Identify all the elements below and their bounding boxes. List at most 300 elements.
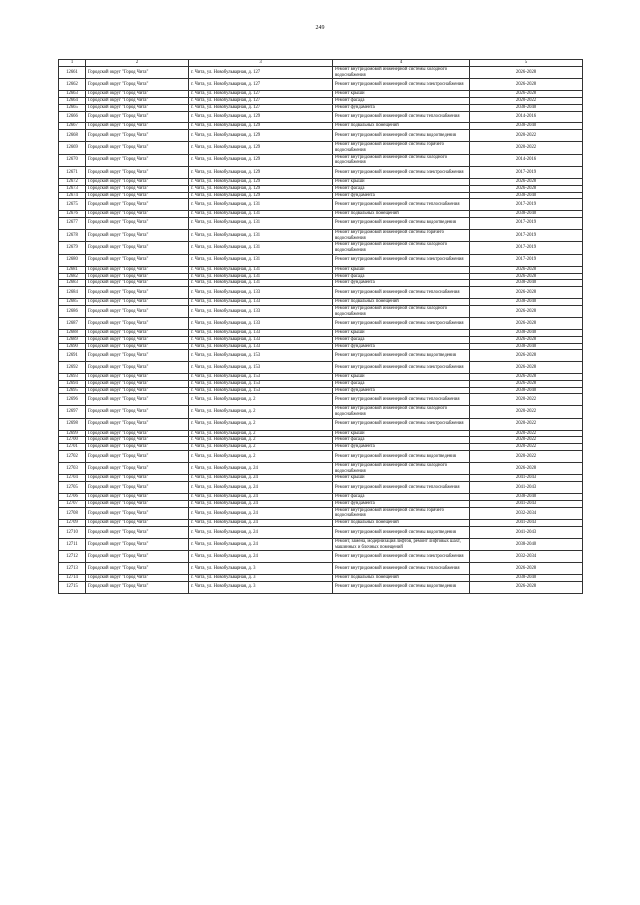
row-number-cell: 12703 — [59, 462, 86, 475]
address-cell: г. Чита, ул. Новобульварная, д. 129 — [189, 130, 333, 142]
municipality-cell: Городской округ "Город Чита" — [86, 362, 189, 374]
table-row — [59, 551, 583, 563]
municipality-cell: Городской округ "Город Чита" — [86, 538, 189, 551]
address-cell: г. Чита, ул. Новобульварная, д. 3 — [189, 563, 333, 575]
address-cell: г. Чита, ул. Новобульварная, д. 131 — [189, 273, 333, 280]
address-cell: г. Чита, ул. Новобульварная, д. 2 — [189, 418, 333, 430]
work-type-cell: Ремонт фасада — [333, 494, 470, 501]
address-cell: г. Чита, ул. Новобульварная, д. 24 — [189, 494, 333, 501]
period-cell: 2020-2022 — [470, 451, 583, 463]
work-type-cell: Ремонт подвальных помещений — [333, 298, 470, 305]
row-number-cell: 12678 — [59, 229, 86, 242]
column-header: 5 — [470, 60, 583, 67]
period-cell: 2038-2040 — [470, 387, 583, 394]
column-header: 3 — [189, 60, 333, 67]
address-cell: г. Чита, ул. Новобульварная, д. 129 — [189, 185, 333, 192]
municipality-cell: Городской округ "Город Чита" — [86, 430, 189, 437]
address-cell: г. Чита, ул. Новобульварная, д. 3 — [189, 581, 333, 593]
work-type-cell: Ремонт внутридомовой инженерной системы теплоснабжения — [333, 563, 470, 575]
address-cell: г. Чита, ул. Новобульварная, д. 24 — [189, 551, 333, 563]
municipality-cell: Городской округ "Город Чита" — [86, 462, 189, 475]
municipality-cell: Городской округ "Город Чита" — [86, 211, 189, 218]
address-cell: г. Чита, ул. Новобульварная, д. 133 — [189, 330, 333, 337]
work-type-cell: Ремонт внутридомовой инженерной системы водоотведения — [333, 451, 470, 463]
work-type-cell: Ремонт подвальных помещений — [333, 123, 470, 130]
row-number-cell: 12707 — [59, 500, 86, 507]
work-type-cell: Ремонт фундамента — [333, 500, 470, 507]
table-row — [59, 318, 583, 330]
table-row — [59, 229, 583, 242]
table-row — [59, 494, 583, 501]
row-number-cell: 12696 — [59, 394, 86, 406]
row-number-cell: 12682 — [59, 273, 86, 280]
work-type-cell: Ремонт крыши — [333, 475, 470, 482]
municipality-cell: Городской округ "Город Чита" — [86, 406, 189, 419]
period-cell: 2038-2040 — [470, 298, 583, 305]
table-row — [59, 374, 583, 381]
address-cell: г. Чита, ул. Новобульварная, д. 153 — [189, 380, 333, 387]
table-row — [59, 527, 583, 539]
municipality-cell: Городской округ "Город Чита" — [86, 563, 189, 575]
period-cell: 2026-2028 — [470, 305, 583, 318]
period-cell: 2014-2016 — [470, 111, 583, 123]
table-row — [59, 305, 583, 318]
work-type-cell: Ремонт внутридомовой инженерной системы водоотведения — [333, 130, 470, 142]
table-row — [59, 111, 583, 123]
address-cell: г. Чита, ул. Новобульварная, д. 129 — [189, 111, 333, 123]
municipality-cell: Городской округ "Город Чита" — [86, 551, 189, 563]
period-cell: 2026-2028 — [470, 79, 583, 91]
municipality-cell: Городской округ "Город Чита" — [86, 199, 189, 211]
address-cell: г. Чита, ул. Новобульварная, д. 131 — [189, 242, 333, 255]
period-cell: 2041-2043 — [470, 527, 583, 539]
period-cell: 2038-2040 — [470, 575, 583, 582]
column-header: 4 — [333, 60, 470, 67]
work-type-cell: Ремонт подвальных помещений — [333, 520, 470, 527]
municipality-cell: Городской округ "Город Чита" — [86, 280, 189, 287]
work-type-cell: Ремонт внутридомовой инженерной системы теплоснабжения — [333, 111, 470, 123]
period-cell: 2032-2034 — [470, 507, 583, 520]
row-number-cell: 12700 — [59, 437, 86, 444]
work-type-cell: Ремонт фасада — [333, 185, 470, 192]
address-cell: г. Чита, ул. Новобульварная, д. 127 — [189, 104, 333, 111]
work-type-cell: Ремонт фасада — [333, 97, 470, 104]
work-type-cell: Ремонт внутридомовой инженерной системы водоотведения — [333, 217, 470, 229]
address-cell: г. Чита, ул. Новобульварная, д. 24 — [189, 520, 333, 527]
row-number-cell: 12666 — [59, 111, 86, 123]
work-type-cell: Ремонт фасада — [333, 273, 470, 280]
address-cell: г. Чита, ул. Новобульварная, д. 153 — [189, 387, 333, 394]
page-number: 249 — [315, 25, 325, 31]
work-type-cell: Ремонт внутридомовой инженерной системы водоотведения — [333, 527, 470, 539]
table-row — [59, 380, 583, 387]
row-number-cell: 12687 — [59, 318, 86, 330]
municipality-cell: Городской округ "Город Чита" — [86, 242, 189, 255]
work-type-cell: Ремонт внутридомовой инженерной системы холодного водоснабжения — [333, 305, 470, 318]
municipality-cell: Городской округ "Город Чита" — [86, 130, 189, 142]
address-cell: г. Чита, ул. Новобульварная, д. 2 — [189, 406, 333, 419]
table-row — [59, 387, 583, 394]
row-number-cell: 12680 — [59, 254, 86, 266]
work-type-cell: Ремонт фундамента — [333, 387, 470, 394]
registry-table — [58, 59, 583, 594]
column-header: 2 — [86, 60, 189, 67]
period-cell: 2017-2019 — [470, 254, 583, 266]
table-row — [59, 199, 583, 211]
address-cell: г. Чита, ул. Новобульварная, д. 127 — [189, 66, 333, 79]
table-row — [59, 520, 583, 527]
address-cell: г. Чита, ул. Новобульварная, д. 133 — [189, 343, 333, 350]
address-cell: г. Чита, ул. Новобульварная, д. 2 — [189, 451, 333, 463]
period-cell: 2032-2034 — [470, 551, 583, 563]
municipality-cell: Городской округ "Город Чита" — [86, 141, 189, 154]
municipality-cell: Городской округ "Город Чита" — [86, 217, 189, 229]
row-number-cell: 12661 — [59, 66, 86, 79]
period-cell: 2020-2022 — [470, 394, 583, 406]
municipality-cell: Городской округ "Город Чита" — [86, 374, 189, 381]
table-row — [59, 430, 583, 437]
table-row — [59, 192, 583, 199]
period-cell: 2017-2019 — [470, 167, 583, 179]
table-row — [59, 254, 583, 266]
table-row — [59, 298, 583, 305]
row-number-cell: 12699 — [59, 430, 86, 437]
address-cell: г. Чита, ул. Новобульварная, д. 129 — [189, 167, 333, 179]
row-number-cell: 12710 — [59, 527, 86, 539]
period-cell: 2041-2043 — [470, 500, 583, 507]
row-number-cell: 12692 — [59, 362, 86, 374]
address-cell: г. Чита, ул. Новобульварная, д. 129 — [189, 192, 333, 199]
table-row — [59, 66, 583, 79]
table-row — [59, 362, 583, 374]
table-row — [59, 350, 583, 362]
row-number-cell: 12663 — [59, 91, 86, 98]
period-cell: 2038-2040 — [470, 494, 583, 501]
row-number-cell: 12704 — [59, 475, 86, 482]
work-type-cell: Ремонт крыши — [333, 330, 470, 337]
municipality-cell: Городской округ "Город Чита" — [86, 336, 189, 343]
table-row — [59, 217, 583, 229]
address-cell: г. Чита, ул. Новобульварная, д. 2 — [189, 437, 333, 444]
row-number-cell: 12708 — [59, 507, 86, 520]
address-cell: г. Чита, ул. Новобульварная, д. 131 — [189, 211, 333, 218]
work-type-cell: Ремонт крыши — [333, 430, 470, 437]
work-type-cell: Ремонт фундамента — [333, 444, 470, 451]
row-number-cell: 12688 — [59, 330, 86, 337]
row-number-cell: 12676 — [59, 211, 86, 218]
period-cell: 2017-2019 — [470, 217, 583, 229]
municipality-cell: Городской округ "Город Чита" — [86, 527, 189, 539]
address-cell: г. Чита, ул. Новобульварная, д. 24 — [189, 507, 333, 520]
table-row — [59, 185, 583, 192]
table-row — [59, 581, 583, 593]
work-type-cell: Ремонт внутридомовой инженерной системы электроснабжения — [333, 418, 470, 430]
row-number-cell: 12679 — [59, 242, 86, 255]
row-number-cell: 12681 — [59, 266, 86, 273]
row-number-cell: 12669 — [59, 141, 86, 154]
work-type-cell: Ремонт подвальных помещений — [333, 211, 470, 218]
column-header: 1 — [59, 60, 86, 67]
work-type-cell: Ремонт фундамента — [333, 104, 470, 111]
address-cell: г. Чита, ул. Новобульварная, д. 3 — [189, 575, 333, 582]
address-cell: г. Чита, ул. Новобульварная, д. 131 — [189, 280, 333, 287]
address-cell: г. Чита, ул. Новобульварная, д. 24 — [189, 462, 333, 475]
municipality-cell: Городской округ "Город Чита" — [86, 482, 189, 494]
work-type-cell: Ремонт внутридомовой инженерной системы холодного водоснабжения — [333, 66, 470, 79]
address-cell: г. Чита, ул. Новобульварная, д. 131 — [189, 254, 333, 266]
address-cell: г. Чита, ул. Новобульварная, д. 133 — [189, 287, 333, 299]
row-number-cell: 12675 — [59, 199, 86, 211]
address-cell: г. Чита, ул. Новобульварная, д. 133 — [189, 305, 333, 318]
period-cell: 2026-2028 — [470, 374, 583, 381]
work-type-cell: Ремонт внутридомовой инженерной системы электроснабжения — [333, 167, 470, 179]
work-type-cell: Ремонт внутридомовой инженерной системы теплоснабжения — [333, 482, 470, 494]
row-number-cell: 12712 — [59, 551, 86, 563]
period-cell: 2038-2040 — [470, 343, 583, 350]
period-cell: 2026-2028 — [470, 185, 583, 192]
work-type-cell: Ремонт внутридомовой инженерной системы теплоснабжения — [333, 199, 470, 211]
period-cell: 2026-2028 — [470, 462, 583, 475]
address-cell: г. Чита, ул. Новобульварная, д. 129 — [189, 154, 333, 167]
row-number-cell: 12677 — [59, 217, 86, 229]
municipality-cell: Городской округ "Город Чита" — [86, 254, 189, 266]
work-type-cell: Ремонт внутридомовой инженерной системы холодного водоснабжения — [333, 462, 470, 475]
period-cell: 2026-2028 — [470, 318, 583, 330]
table-row — [59, 97, 583, 104]
table-row — [59, 500, 583, 507]
table-row — [59, 418, 583, 430]
period-cell: 2026-2028 — [470, 336, 583, 343]
table-row — [59, 266, 583, 273]
table-row — [59, 575, 583, 582]
period-cell: 2026-2028 — [470, 350, 583, 362]
municipality-cell: Городской округ "Город Чита" — [86, 575, 189, 582]
municipality-cell: Городской округ "Город Чита" — [86, 350, 189, 362]
table-row — [59, 437, 583, 444]
address-cell: г. Чита, ул. Новобульварная, д. 24 — [189, 500, 333, 507]
municipality-cell: Городской округ "Город Чита" — [86, 287, 189, 299]
municipality-cell: Городской округ "Город Чита" — [86, 104, 189, 111]
work-type-cell: Ремонт внутридомовой инженерной системы горячего водоснабжения — [333, 141, 470, 154]
municipality-cell: Городской округ "Город Чита" — [86, 298, 189, 305]
work-type-cell: Ремонт внутридомовой инженерной системы теплоснабжения — [333, 287, 470, 299]
work-type-cell: Ремонт, замена, модернизация лифтов, ремонт лифтовых шахт, машинных и блочных помещений — [333, 538, 470, 551]
work-type-cell: Ремонт фасада — [333, 437, 470, 444]
period-cell: 2020-2022 — [470, 130, 583, 142]
table-row — [59, 406, 583, 419]
municipality-cell: Городской округ "Город Чита" — [86, 418, 189, 430]
period-cell: 2020-2022 — [470, 418, 583, 430]
municipality-cell: Городской округ "Город Чита" — [86, 97, 189, 104]
municipality-cell: Городской округ "Город Чита" — [86, 581, 189, 593]
work-type-cell: Ремонт внутридомовой инженерной системы электроснабжения — [333, 362, 470, 374]
period-cell: 2026-2028 — [470, 380, 583, 387]
table-row — [59, 336, 583, 343]
municipality-cell: Городской округ "Город Чита" — [86, 500, 189, 507]
municipality-cell: Городской округ "Город Чита" — [86, 494, 189, 501]
table-row — [59, 154, 583, 167]
work-type-cell: Ремонт внутридомовой инженерной системы теплоснабжения — [333, 394, 470, 406]
period-cell: 2038-2040 — [470, 104, 583, 111]
period-cell: 2017-2019 — [470, 199, 583, 211]
work-type-cell: Ремонт фундамента — [333, 280, 470, 287]
table-row — [59, 343, 583, 350]
municipality-cell: Городской округ "Город Чита" — [86, 380, 189, 387]
table-row — [59, 141, 583, 154]
table-row — [59, 444, 583, 451]
period-cell: 2041-2043 — [470, 475, 583, 482]
table-body — [59, 60, 583, 594]
address-cell: г. Чита, ул. Новобульварная, д. 153 — [189, 350, 333, 362]
period-cell: 2020-2022 — [470, 141, 583, 154]
municipality-cell: Городской округ "Город Чита" — [86, 330, 189, 337]
row-number-cell: 12705 — [59, 482, 86, 494]
address-cell: г. Чита, ул. Новобульварная, д. 129 — [189, 123, 333, 130]
table-row — [59, 123, 583, 130]
period-cell: 2020-2022 — [470, 97, 583, 104]
work-type-cell: Ремонт крыши — [333, 374, 470, 381]
work-type-cell: Ремонт внутридомовой инженерной системы электроснабжения — [333, 551, 470, 563]
work-type-cell: Ремонт подвальных помещений — [333, 575, 470, 582]
period-cell: 2026-2028 — [470, 581, 583, 593]
table-row — [59, 242, 583, 255]
row-number-cell: 12695 — [59, 387, 86, 394]
row-number-cell: 12691 — [59, 350, 86, 362]
address-cell: г. Чита, ул. Новобульварная, д. 24 — [189, 482, 333, 494]
municipality-cell: Городской округ "Город Чита" — [86, 79, 189, 91]
period-cell: 2038-2040 — [470, 330, 583, 337]
work-type-cell: Ремонт внутридомовой инженерной системы водоотведения — [333, 350, 470, 362]
table-row — [59, 462, 583, 475]
row-number-cell: 12714 — [59, 575, 86, 582]
address-cell: г. Чита, ул. Новобульварная, д. 2 — [189, 444, 333, 451]
row-number-cell: 12683 — [59, 280, 86, 287]
address-cell: г. Чита, ул. Новобульварная, д. 133 — [189, 336, 333, 343]
municipality-cell: Городской округ "Город Чита" — [86, 451, 189, 463]
municipality-cell: Городской округ "Город Чита" — [86, 185, 189, 192]
address-cell: г. Чита, ул. Новобульварная, д. 24 — [189, 538, 333, 551]
address-cell: г. Чита, ул. Новобульварная, д. 24 — [189, 475, 333, 482]
municipality-cell: Городской округ "Город Чита" — [86, 475, 189, 482]
period-cell: 2038-2040 — [470, 538, 583, 551]
period-cell: 2041-2043 — [470, 482, 583, 494]
row-number-cell: 12706 — [59, 494, 86, 501]
period-cell: 2038-2040 — [470, 123, 583, 130]
row-number-cell: 12694 — [59, 380, 86, 387]
work-type-cell: Ремонт крыши — [333, 91, 470, 98]
period-cell: 2038-2040 — [470, 280, 583, 287]
row-number-cell: 12702 — [59, 451, 86, 463]
work-type-cell: Ремонт внутридомовой инженерной системы горячего водоснабжения — [333, 229, 470, 242]
row-number-cell: 12670 — [59, 154, 86, 167]
period-cell: 2017-2019 — [470, 242, 583, 255]
table-row — [59, 211, 583, 218]
municipality-cell: Городской округ "Город Чита" — [86, 154, 189, 167]
address-cell: г. Чита, ул. Новобульварная, д. 153 — [189, 362, 333, 374]
municipality-cell: Городской округ "Город Чита" — [86, 123, 189, 130]
address-cell: г. Чита, ул. Новобульварная, д. 131 — [189, 266, 333, 273]
row-number-cell: 12667 — [59, 123, 86, 130]
period-cell: 2020-2022 — [470, 430, 583, 437]
municipality-cell: Городской округ "Город Чита" — [86, 387, 189, 394]
row-number-cell: 12673 — [59, 185, 86, 192]
work-type-cell: Ремонт фундамента — [333, 343, 470, 350]
row-number-cell: 12684 — [59, 287, 86, 299]
municipality-cell: Городской округ "Город Чита" — [86, 91, 189, 98]
table-row — [59, 394, 583, 406]
period-cell: 2038-2040 — [470, 211, 583, 218]
address-cell: г. Чита, ул. Новобульварная, д. 129 — [189, 141, 333, 154]
address-cell: г. Чита, ул. Новобульварная, д. 131 — [189, 217, 333, 229]
address-cell: г. Чита, ул. Новобульварная, д. 129 — [189, 178, 333, 185]
period-cell: 2020-2022 — [470, 444, 583, 451]
row-number-cell: 12665 — [59, 104, 86, 111]
table-row — [59, 178, 583, 185]
row-number-cell: 12709 — [59, 520, 86, 527]
address-cell: г. Чита, ул. Новобульварная, д. 133 — [189, 298, 333, 305]
table-header-row — [59, 60, 583, 67]
table-row — [59, 104, 583, 111]
municipality-cell: Городской округ "Город Чита" — [86, 437, 189, 444]
municipality-cell: Городской округ "Город Чита" — [86, 229, 189, 242]
municipality-cell: Городской округ "Город Чита" — [86, 167, 189, 179]
period-cell: 2041-2043 — [470, 520, 583, 527]
work-type-cell: Ремонт внутридомовой инженерной системы водоотведения — [333, 581, 470, 593]
period-cell: 2026-2028 — [470, 362, 583, 374]
row-number-cell: 12674 — [59, 192, 86, 199]
row-number-cell: 12693 — [59, 374, 86, 381]
table-row — [59, 130, 583, 142]
row-number-cell: 12698 — [59, 418, 86, 430]
period-cell: 2026-2028 — [470, 178, 583, 185]
table-row — [59, 287, 583, 299]
period-cell: 2014-2016 — [470, 154, 583, 167]
table-row — [59, 280, 583, 287]
table-row — [59, 507, 583, 520]
municipality-cell: Городской округ "Город Чита" — [86, 111, 189, 123]
table-row — [59, 563, 583, 575]
work-type-cell: Ремонт крыши — [333, 266, 470, 273]
period-cell: 2020-2022 — [470, 406, 583, 419]
work-type-cell: Ремонт фасада — [333, 380, 470, 387]
period-cell: 2026-2028 — [470, 66, 583, 79]
address-cell: г. Чита, ул. Новобульварная, д. 127 — [189, 91, 333, 98]
municipality-cell: Городской округ "Город Чита" — [86, 192, 189, 199]
row-number-cell: 12685 — [59, 298, 86, 305]
period-cell: 2017-2019 — [470, 229, 583, 242]
period-cell: 2026-2028 — [470, 287, 583, 299]
work-type-cell: Ремонт внутридомовой инженерной системы холодного водоснабжения — [333, 154, 470, 167]
table-row — [59, 482, 583, 494]
work-type-cell: Ремонт внутридомовой инженерной системы электроснабжения — [333, 79, 470, 91]
table-row — [59, 330, 583, 337]
period-cell: 2026-2028 — [470, 273, 583, 280]
municipality-cell: Городской округ "Город Чита" — [86, 343, 189, 350]
row-number-cell: 12713 — [59, 563, 86, 575]
row-number-cell: 12671 — [59, 167, 86, 179]
address-cell: г. Чита, ул. Новобульварная, д. 2 — [189, 394, 333, 406]
period-cell: 2026-2028 — [470, 563, 583, 575]
row-number-cell: 12672 — [59, 178, 86, 185]
address-cell: г. Чита, ул. Новобульварная, д. 2 — [189, 430, 333, 437]
municipality-cell: Городской округ "Город Чита" — [86, 444, 189, 451]
table-row — [59, 538, 583, 551]
municipality-cell: Городской округ "Город Чита" — [86, 66, 189, 79]
row-number-cell: 12686 — [59, 305, 86, 318]
work-type-cell: Ремонт крыши — [333, 178, 470, 185]
period-cell: 2038-2040 — [470, 192, 583, 199]
municipality-cell: Городской округ "Город Чита" — [86, 273, 189, 280]
